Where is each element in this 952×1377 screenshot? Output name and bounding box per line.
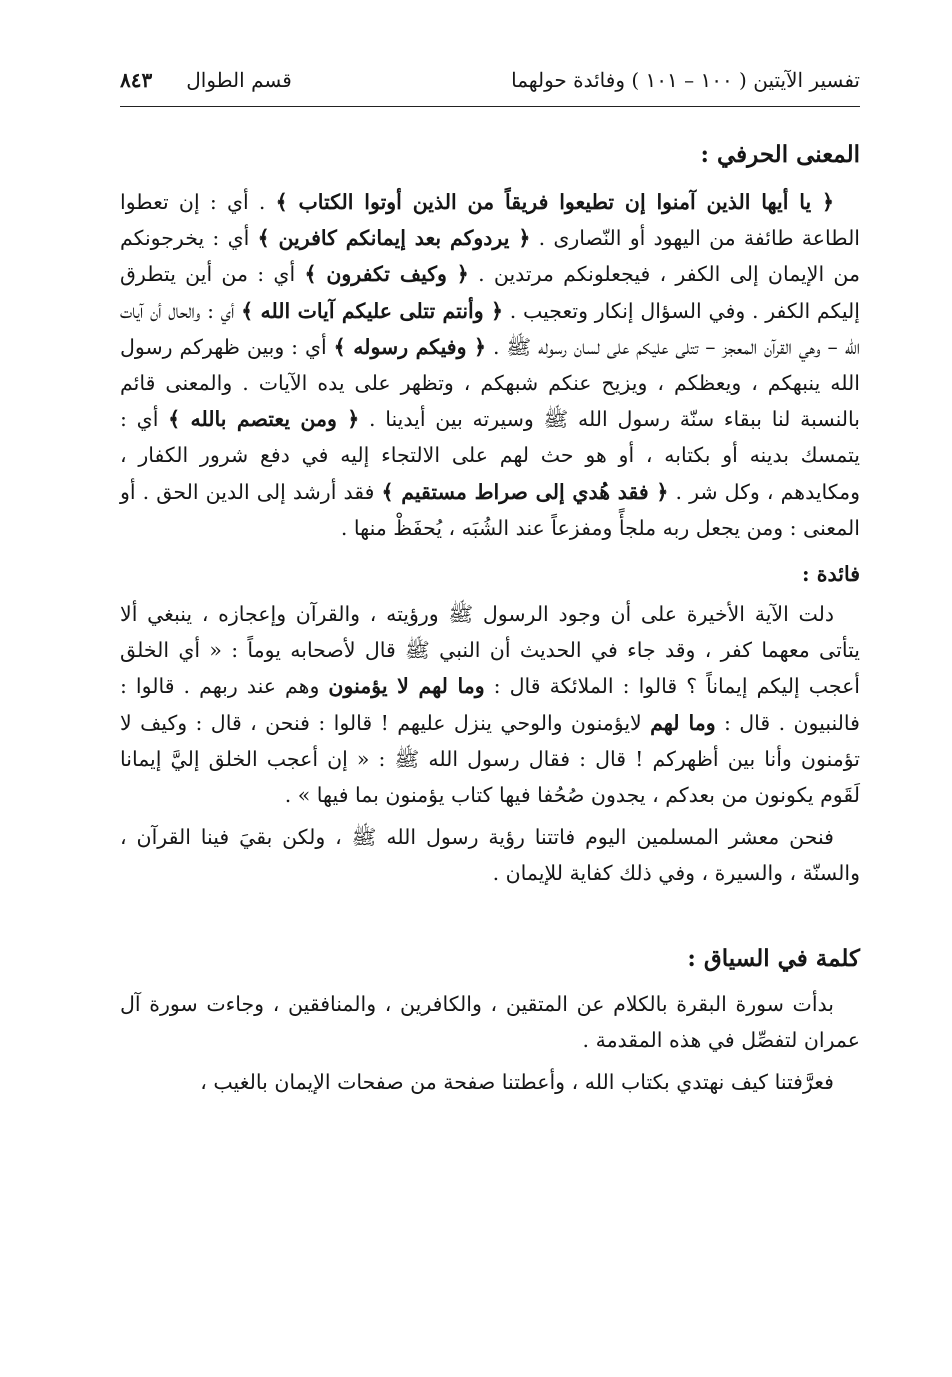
literal-meaning-heading: المعنى الحرفي : <box>700 141 860 168</box>
quran-quote-text: وما لهم <box>650 710 716 735</box>
literal-meaning-paragraph <box>120 184 860 546</box>
commentary-text: أي : يخرجونكم من الإيمان إلى الكفر ، فيجعلونكم مرتدين . <box>120 226 860 287</box>
context-heading: كلمة في السياق : <box>687 944 860 972</box>
context-paragraph-1: بدأت سورة البقرة بالكلام عن المتقين ، والكافرين ، والمنافقين ، وجاءت سورة آل عمران لتفصِّل في هذه المقدمة . <box>120 991 860 1052</box>
benefit-paragraph-1 <box>120 596 860 813</box>
quran-quote-text: ﴿ وأنتم تتلى عليكم آيات الله ﴾ <box>241 298 503 323</box>
context-paragraph-2: فعرَّفتنا كيف نهتدي بكتاب الله ، وأعطتنا صفحة من صفحات الإيمان بالغيب ، <box>200 1070 834 1095</box>
benefit-paragraph-2: فنحن معشر المسلمين اليوم فاتتنا رؤية رسول الله ﷺ ، ولكن بقيَ فينا القرآن ، والسنّة ، والسيرة ، وفي ذلك كفاية للإيمان . <box>120 825 860 886</box>
page-body <box>120 126 860 1106</box>
commentary-text: أي : من أين يتطرق إليكم الكفر . وفي السؤال إنكار وتعجيب . <box>120 262 861 323</box>
commentary-text: دلت الآية الأخيرة على أن وجود الرسول ﷺ ورؤيته ، والقرآن وإعجازه ، ينبغي ألا يتأتى معهما كفر ، وقد جاء في الحديث أن النبي ﷺ قال لأصحابه يوماً : « أي الخلق أعجب إليكم إيماناً ؟ قالوا : الملائكة قال : <box>120 602 860 699</box>
quran-quote-text: ﴿ يردوكم بعد إيمانكم كافرين ﴾ <box>257 226 531 251</box>
quran-quote-text: ﴿ فقد هُدي إلى صراط مستقيم ﴾ <box>381 479 669 504</box>
quran-quote-text: ﴿ وفيكم رسوله ﴾ <box>333 334 487 359</box>
chapter-title: تفسير الآيتين ( ١٠٠ – ١٠١ ) وفائدة حولهما <box>511 68 860 92</box>
commentary-text: أي : يتمسك بدينه أو بكتابه ، أو هو حث لهم على الالتجاء إليه في دفع شرور الكفار ، ومكايدهم ، وكل شر . <box>120 407 860 504</box>
quran-quote-text: ﴿ وكيف تكفرون ﴾ <box>304 262 469 287</box>
commentary-text: لايؤمنون والوحي ينزل عليهم ! قالوا : فنحن ، قال : وكيف لا تؤمنون وأنا بين أظهركم ! قال : فقال رسول الله ﷺ : « إن أعجب الخلق إليَّ إيمانا لَقَوم يكونون من بعدكم ، يجدون صُحُفا فيها كتاب يؤمنون بما فيها » . <box>120 710 860 808</box>
commentary-text: فقد أرشد إلى الدين الحق . أو المعنى : ومن يجعل ربه ملجأً ومفزعاً عند الشُبَه ، يُحفَظْ منها . <box>120 479 860 540</box>
commentary-text: أي : والحال أن آيات الله – وهي القرآن المعجز – تتلى عليكم على لسان رسوله ﷺ . <box>120 298 861 359</box>
section-name: قسم الطوال <box>186 68 292 92</box>
page-number: ٨٤٣ <box>120 68 153 92</box>
commentary-text: وهم عند ربهم . قالوا : فالنبيون . قال : <box>120 674 860 735</box>
commentary-text: أي : وبين ظهركم رسول الله ينبهكم ، ويعظكم ، ويزيح عنكم شبهكم ، وتظهر على يده الآيات . والمعنى قائم بالنسبة لنا ببقاء سنّة رسول الله ﷺ وسيرته بين أيدينا . <box>120 334 861 432</box>
quran-quote-text: ﴿ ومن يعتصم بالله ﴾ <box>168 407 360 432</box>
running-header <box>120 60 860 100</box>
commentary-text: . أي : إن تعطوا الطاعة طائفة من اليهود أو النّصارى . <box>120 190 861 251</box>
header-rule <box>120 106 860 107</box>
quran-quote-text: ﴿ يا أيها الذين آمنوا إن تطيعوا فريقاً من الذين أوتوا الكتاب ﴾ <box>275 190 835 214</box>
benefit-heading: فائدة : <box>802 562 860 587</box>
quran-quote-text: وما لهم لا يؤمنون <box>328 674 485 699</box>
header-left-group <box>120 68 292 92</box>
